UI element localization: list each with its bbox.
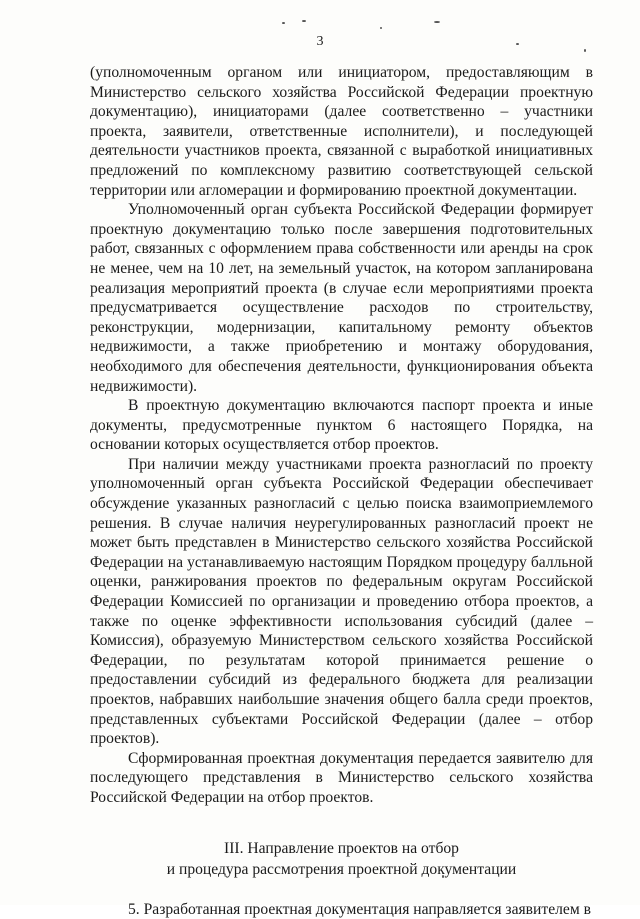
section-heading xyxy=(90,838,593,880)
scan-speck xyxy=(434,21,440,23)
section-heading-line-2: и процедура рассмотрения проектной документации xyxy=(166,860,517,878)
paragraph-item-5: 5. Разработанная проектная документация направляется заявителем в xyxy=(128,900,591,918)
scan-speck xyxy=(302,20,306,22)
paragraph-2: Уполномоченный орган субъекта Российской Федерации формирует проектную документацию только после завершения подготовительных работ, связанных с оформлением права собственности или аренды на срок не менее, чем на 10 лет, на земельный участок, на котором запланирована реализация мероприятий проекта (в случае если мероприятиями проекта предусматривается осуществление расходов по строительству, реконструкции, модернизации, капитальному ремонту объектов недвижимости, а также приобретению и монтажу оборудования, необходимого для обеспечения деятельности, функционирования объекта недвижимости). xyxy=(90,201,593,395)
paragraph-3: В проектную документацию включаются паспорт проекта и иные документы, предусмотренные пунктом 6 настоящего Порядка, на основании которых осуществляется отбор проектов. xyxy=(90,397,593,454)
document-body xyxy=(90,63,593,919)
paragraph-5: Сформированная проектная документация передается заявителю для последующего представления в Министерство сельского хозяйства Российской Федерации на отбор проектов. xyxy=(90,749,593,806)
section-heading-line-1: III. Направление проектов на отбор xyxy=(224,839,459,857)
scan-speck xyxy=(380,27,382,29)
paragraph-4: При наличии между участниками проекта разногласий по проекту уполномоченный орган субъекта Российской Федерации обеспечивает обсуждение указанных разногласий с целью поиска взаимоприемлемого решения. В случае наличия неурегулированных разногласий проект не может быть представлен в Министерство сельского хозяйства Российской Федерации на устанавливаемую настоящим Порядком процедуру балльной оценки, ранжирования проектов по федеральным округам Российской Федерации Комиссией по организации и проведению отбора проектов, а также по оценке эффективности использования субсидий (далее – Комиссия), образуемую Министерством сельского хозяйства Российской Федерации, по результатам которой принимается решение о предоставлении субсидий из федерального бюджета для реализации проектов, набравших наибольшие значения общего балла среди проектов, представленных субъектами Российской Федерации (далее – отбор проектов). xyxy=(90,455,593,748)
paragraph-1: (уполномоченным органом или инициатором, предоставляющим в Министерство сельского хозяйства Российской Федерации проектную документацию), инициаторами (далее соответственно – участники проекта, заявители, ответственные исполнители), и последующей деятельности участников проекта, связанной с выработкой инициативных предложений по комплексному развитию соответствующей сельской территории или агломерации и формированию проектной документации. xyxy=(90,64,593,199)
scan-speck xyxy=(282,22,285,24)
page-number: 3 xyxy=(316,34,324,49)
